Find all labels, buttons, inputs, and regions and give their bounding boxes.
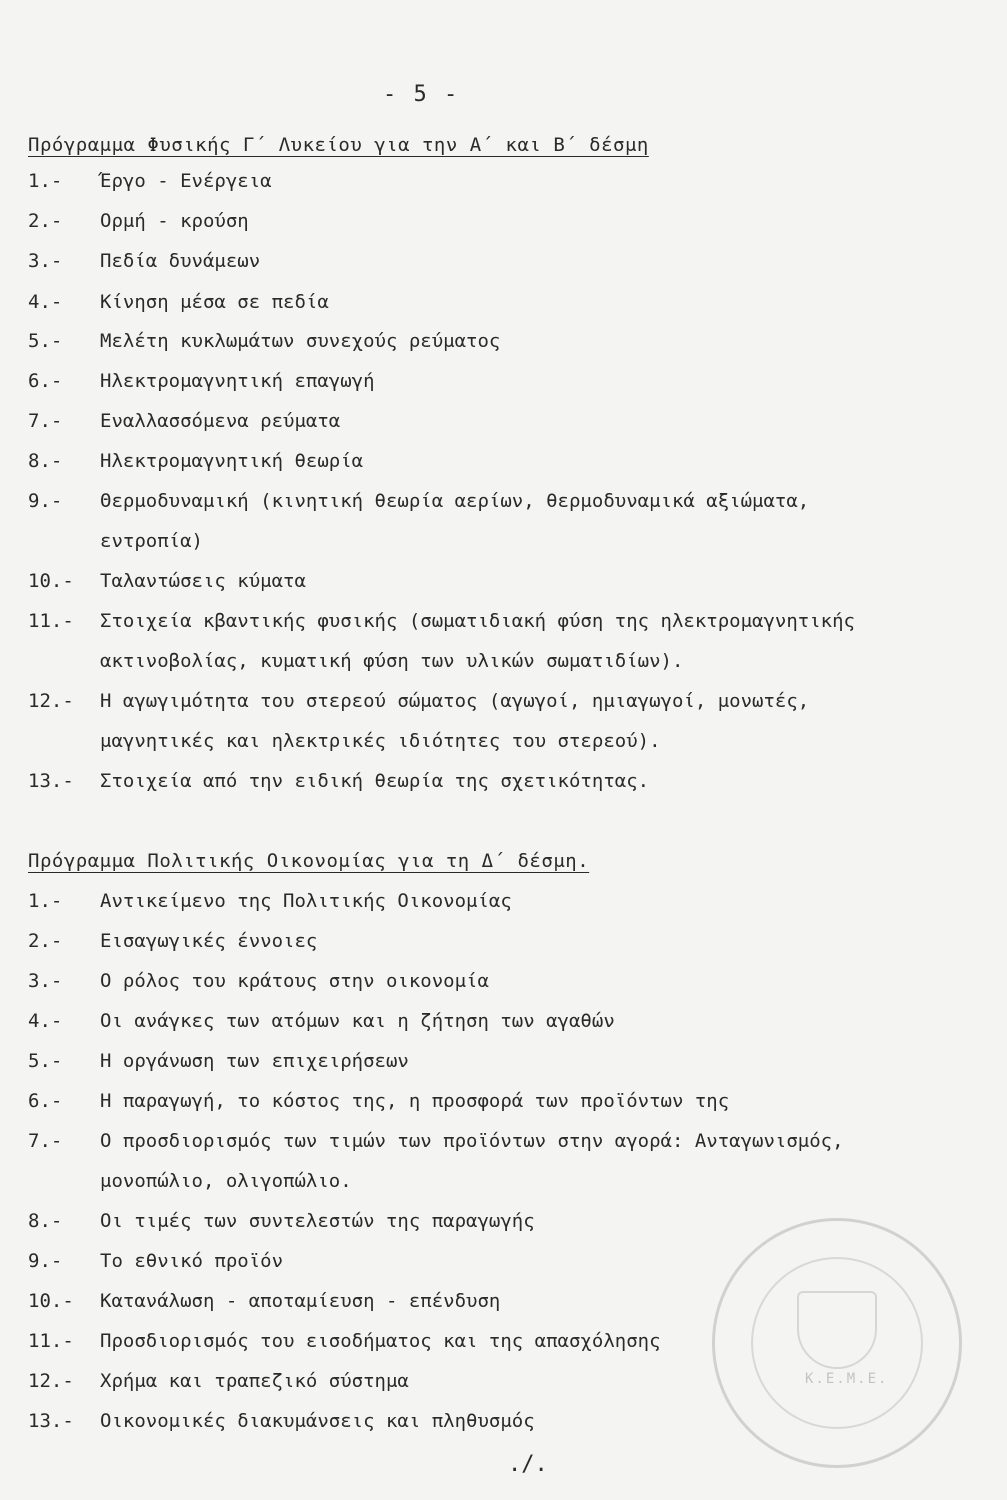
topic-text: Στοιχεία κβαντικής φυσικής (σωματιδιακή φύση της ηλεκτρομαγνητικής bbox=[100, 610, 855, 632]
topic-text: Οι ανάγκες των ατόμων και η ζήτηση των αγαθών bbox=[100, 1010, 615, 1032]
physics-topic-item bbox=[28, 610, 855, 632]
physics-topic-item bbox=[28, 490, 809, 512]
topic-number: 10.- bbox=[28, 1290, 74, 1312]
topic-text: Εισαγωγικές έννοιες bbox=[100, 930, 318, 952]
economics-topic-item bbox=[28, 890, 512, 912]
topic-number: 9.- bbox=[28, 490, 63, 512]
economics-topic-item bbox=[28, 1410, 535, 1432]
physics-program-heading: Πρόγραμμα Φυσικής Γ΄ Λυκείου για την Α΄ και Β΄ δέσμη bbox=[28, 134, 649, 156]
topic-number: 7.- bbox=[28, 1130, 63, 1152]
topic-text: Ο προσδιορισμός των τιμών των προϊόντων στην αγορά: Ανταγωνισμός, bbox=[100, 1130, 844, 1152]
topic-number: 5.- bbox=[28, 1050, 63, 1072]
topic-text: Το εθνικό προϊόν bbox=[100, 1250, 284, 1272]
physics-topic-item bbox=[28, 170, 272, 192]
topic-number: 1.- bbox=[28, 890, 63, 912]
topic-number: 3.- bbox=[28, 250, 63, 272]
economics-topic-item bbox=[28, 1050, 409, 1072]
physics-topic-item bbox=[28, 770, 649, 792]
topic-number: 4.- bbox=[28, 1010, 63, 1032]
economics-program-heading: Πρόγραμμα Πολιτικής Οικονομίας για τη Δ΄ δέσμη. bbox=[28, 850, 590, 872]
topic-number: 12.- bbox=[28, 690, 74, 712]
economics-topic-item bbox=[28, 930, 317, 952]
topic-text: Εναλλασσόμενα ρεύματα bbox=[100, 410, 341, 432]
topic-text: Η παραγωγή, το κόστος της, η προσφορά των προϊόντων της bbox=[100, 1090, 730, 1112]
stamp-emblem-icon bbox=[797, 1291, 877, 1369]
physics-topic-item bbox=[28, 450, 363, 472]
economics-topic-item bbox=[28, 970, 489, 992]
topic-number: 9.- bbox=[28, 1250, 63, 1272]
continuation-mark: ./. bbox=[508, 1452, 548, 1477]
topic-text: Οι τιμές των συντελεστών της παραγωγής bbox=[100, 1210, 535, 1232]
economics-topic-item bbox=[28, 1210, 535, 1232]
topic-number: 4.- bbox=[28, 291, 63, 313]
topic-text: Πεδία δυνάμεων bbox=[100, 250, 261, 272]
topic-text: Ταλαντώσεις κύματα bbox=[100, 570, 306, 592]
topic-number: 1.- bbox=[28, 170, 63, 192]
topic-text: Ηλεκτρομαγνητική επαγωγή bbox=[100, 370, 375, 392]
topic-text: Χρήμα και τραπεζικό σύστημα bbox=[100, 1370, 409, 1392]
economics-topic-item bbox=[28, 1290, 500, 1312]
economics-topic-item bbox=[28, 1010, 615, 1032]
physics-topic-item bbox=[28, 291, 329, 313]
stamp-label: Κ.Ε.Μ.Ε. bbox=[805, 1371, 889, 1387]
topic-number: 2.- bbox=[28, 210, 63, 232]
physics-topic-item bbox=[28, 570, 306, 592]
topic-number: 13.- bbox=[28, 1410, 74, 1432]
economics-topic-item bbox=[28, 1370, 409, 1392]
topic-text-continuation: εντροπία) bbox=[100, 530, 203, 552]
topic-text: Στοιχεία από την ειδική θεωρία της σχετικότητας. bbox=[100, 770, 650, 792]
physics-topic-item bbox=[28, 210, 249, 232]
topic-number: 11.- bbox=[28, 610, 74, 632]
topic-number: 8.- bbox=[28, 1210, 63, 1232]
topic-text: Ορμή - κρούση bbox=[100, 210, 249, 232]
economics-topic-item bbox=[28, 1090, 729, 1112]
topic-number: 12.- bbox=[28, 1370, 74, 1392]
topic-text: Ο ρόλος του κράτους στην οικονομία bbox=[100, 970, 489, 992]
physics-topic-item bbox=[28, 690, 809, 712]
economics-topic-item bbox=[28, 1130, 844, 1152]
topic-text-continuation: μαγνητικές και ηλεκτρικές ιδιότητες του στερεού). bbox=[100, 730, 661, 752]
topic-text: Έργο - Ενέργεια bbox=[100, 170, 272, 192]
topic-text: Οικονομικές διακυμάνσεις και πληθυσμός bbox=[100, 1410, 535, 1432]
topic-text: Κίνηση μέσα σε πεδία bbox=[100, 291, 329, 313]
topic-number: 6.- bbox=[28, 1090, 63, 1112]
page-number: - 5 - bbox=[383, 82, 460, 107]
topic-number: 8.- bbox=[28, 450, 63, 472]
topic-text: Η οργάνωση των επιχειρήσεων bbox=[100, 1050, 409, 1072]
physics-topic-item bbox=[28, 250, 260, 272]
topic-number: 10.- bbox=[28, 570, 74, 592]
topic-text: Αντικείμενο της Πολιτικής Οικονομίας bbox=[100, 890, 512, 912]
topic-text: Ηλεκτρομαγνητική θεωρία bbox=[100, 450, 364, 472]
topic-number: 6.- bbox=[28, 370, 63, 392]
topic-text: Προσδιορισμός του εισοδήματος και της απασχόλησης bbox=[100, 1330, 661, 1352]
physics-topic-item bbox=[28, 410, 340, 432]
topic-number: 3.- bbox=[28, 970, 63, 992]
economics-topic-item bbox=[28, 1250, 283, 1272]
topic-text: Κατανάλωση - αποταμίευση - επένδυση bbox=[100, 1290, 501, 1312]
topic-text-continuation: μονοπώλιο, ολιγοπώλιο. bbox=[100, 1170, 352, 1192]
topic-number: 2.- bbox=[28, 930, 63, 952]
official-stamp bbox=[712, 1218, 962, 1468]
topic-text: Θερμοδυναμική (κινητική θεωρία αερίων, θερμοδυναμικά αξιώματα, bbox=[100, 490, 810, 512]
economics-topic-item bbox=[28, 1330, 661, 1352]
topic-text: Μελέτη κυκλωμάτων συνεχούς ρεύματος bbox=[100, 330, 501, 352]
topic-number: 5.- bbox=[28, 330, 63, 352]
topic-text-continuation: ακτινοβολίας, κυματική φύση των υλικών σωματιδίων). bbox=[100, 650, 684, 672]
topic-number: 11.- bbox=[28, 1330, 74, 1352]
topic-number: 7.- bbox=[28, 410, 63, 432]
topic-number: 13.- bbox=[28, 770, 74, 792]
physics-topic-item bbox=[28, 370, 375, 392]
topic-text: Η αγωγιμότητα του στερεού σώματος (αγωγοί, ημιαγωγοί, μονωτές, bbox=[100, 690, 810, 712]
physics-topic-item bbox=[28, 330, 500, 352]
